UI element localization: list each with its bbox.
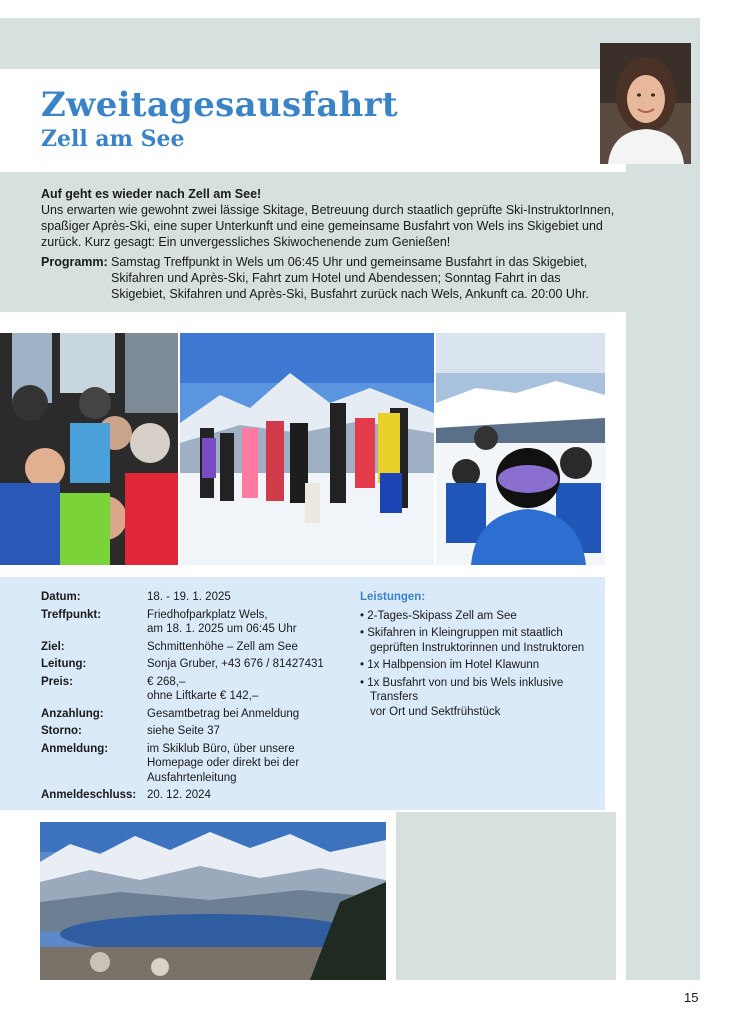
detail-label: Anzahlung: [41,707,104,720]
title-block [41,86,398,152]
detail-row [41,788,347,803]
service-item: • Skifahren in Kleingruppen mit staatlich geprüften Instruktorinnen und Instruktoren [360,627,585,654]
right-gap [616,312,626,980]
detail-row [41,590,347,605]
detail-value: siehe Seite 37 [147,725,220,737]
detail-label: Ziel: [41,640,65,653]
program [41,254,616,302]
services-heading: Leistungen: [360,591,426,603]
detail-label: Treffpunkt: [41,608,102,621]
detail-label: Datum: [41,591,81,603]
gondola-photo [0,333,178,565]
detail-value: Sonja Gruber, +43 676 / 81427431 [147,658,324,670]
intro-lead: Auf geht es wieder nach Zell am See! [41,187,262,201]
detail-label: Leitung: [41,658,87,670]
detail-value: € 268,– ohne Liftkarte € 142,– [147,675,259,702]
detail-row [41,742,347,786]
detail-row [41,675,347,704]
detail-row [41,608,347,637]
lake-panorama-photo [40,822,386,980]
detail-row [41,657,347,672]
leader-portrait [600,43,691,164]
detail-row [41,707,347,722]
detail-value: im Skiklub Büro, über unsere Homepage oder direkt bei der Ausfahrtenleitung [147,742,300,784]
detail-label: Anmeldeschluss: [41,789,137,801]
detail-label: Anmeldung: [41,742,109,755]
photo-strip [0,333,605,565]
intro-text [41,186,616,302]
detail-value: 20. 12. 2024 [147,789,211,801]
detail-row [41,640,347,655]
page-title: Zweitagesausfahrt [41,85,398,125]
lower-panel [396,812,616,980]
page-subtitle: Zell am See [41,126,185,152]
detail-label: Storno: [41,725,82,737]
detail-value: Gesamtbetrag bei Anmeldung [147,707,300,720]
top-band [0,18,700,69]
program-text: Samstag Treffpunkt in Wels um 06:45 Uhr und gemeinsame Busfahrt in das Skigebiet, Skifahren und Après-Ski, Fahrt zum Hotel und Abendessen; Sonntag Fahrt in das Skigebiet, Skifahren und Après-Ski, Busfahrt zurück nach Wels, Ankunft ca. 20:00 Uhr. [111,255,589,301]
details-table [41,590,347,806]
page-number: 15 [684,990,699,1005]
group-photo [180,333,434,565]
service-item: • 1x Halbpension im Hotel Klawunn [360,659,540,671]
intro-paragraph: Uns erwarten wie gewohnt zwei lässige Skitage, Betreuung durch staatlich geprüfte Ski-InstruktorInnen, spaßiger Après-Ski, eine super Unterkunft und eine gemeinsame Busfahrt von Wels ins Skigebiet und zurück. Kurz gesagt: Ein unvergessliches Skiwochenende zum Genießen! [41,203,615,249]
detail-value: Friedhofparkplatz Wels, am 18. 1. 2025 um 06:45 Uhr [147,608,297,635]
detail-value: Schmittenhöhe – Zell am See [147,640,298,653]
service-item: • 2-Tages-Skipass Zell am See [360,609,517,622]
services-list [360,590,600,722]
selfie-photo [436,333,605,565]
detail-row [41,724,347,739]
program-label: Programm: [41,255,108,269]
detail-label: Preis: [41,675,73,688]
detail-value: 18. - 19. 1. 2025 [147,591,231,603]
service-item: • 1x Busfahrt von und bis Wels inklusive Transfers vor Ort und Sektfrühstück [360,676,564,718]
